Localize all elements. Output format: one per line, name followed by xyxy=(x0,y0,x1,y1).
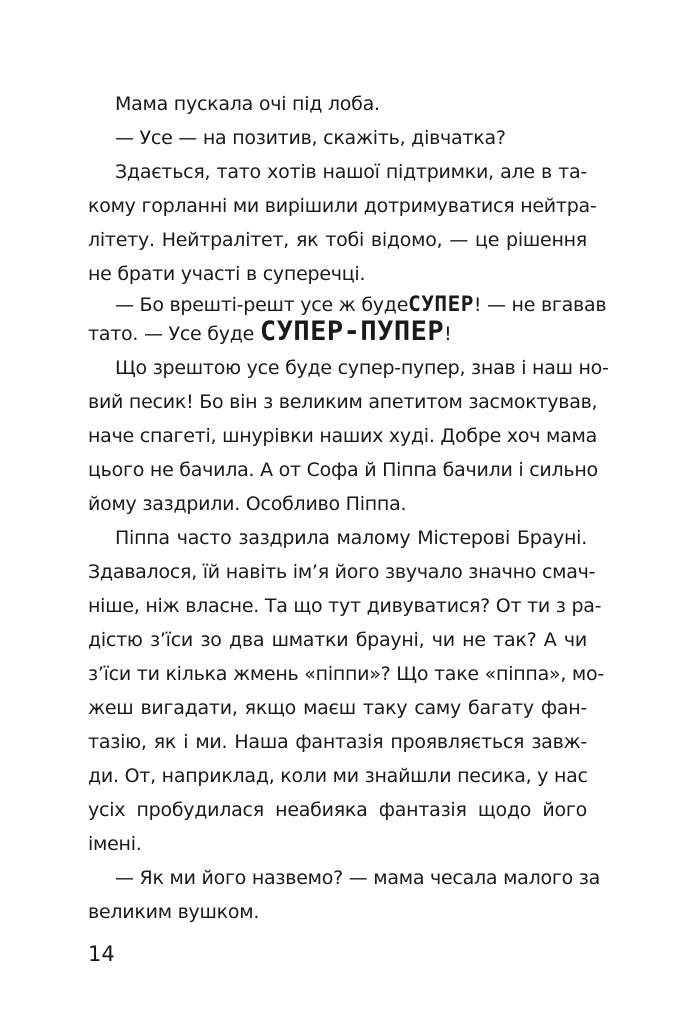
text-line: жеш вигадати, якщо маєш таку саму багату фан- xyxy=(88,697,587,719)
text-span: ! — не вгавав xyxy=(473,294,607,316)
text-span: — Бо врешті-решт усе ж буде xyxy=(115,294,409,316)
text-line: наче спагеті, шнурівки наших худі. Добре хоч мама xyxy=(88,425,597,447)
text-line xyxy=(88,316,452,347)
text-line: імені. xyxy=(88,833,142,855)
super-word: СУПЕР xyxy=(408,292,474,316)
text-line: кому горланні ми вирішили дотримуватися нейтра- xyxy=(88,195,597,217)
text-line xyxy=(115,292,607,317)
text-line: великим вушком. xyxy=(88,901,260,923)
text-line: йому заздрили. Особливо Піппа. xyxy=(88,493,407,515)
super-duper-word: СУПЕР-ПУПЕР xyxy=(259,316,445,347)
text-line: з’їси ти кілька жмень «піппи»? Що таке «піппа», мо- xyxy=(88,663,604,685)
text-line: Здається, тато хотів нашої підтримки, але в та- xyxy=(115,161,587,183)
text-line: цього не бачила. А от Софа й Піппа бачили і сильно xyxy=(88,459,598,481)
text-span: тато. — Усе буде xyxy=(88,323,260,345)
text-span: ! xyxy=(444,323,452,345)
text-line: Піппа часто заздрила малому Містерові Брауні. xyxy=(115,527,587,549)
text-line: ніше, ніж власне. Та що тут дивуватися? От ти з ра- xyxy=(88,595,602,617)
page-number: 14 xyxy=(88,942,115,966)
text-line: Мама пускала очі під лоба. xyxy=(115,93,380,115)
text-line: вий песик! Бо він з великим апетитом засмоктував, xyxy=(88,391,598,413)
text-line: не брати участі в суперечці. xyxy=(88,263,366,285)
text-line: дістю з’їси зо два шматки брауні, чи не так? А чи xyxy=(88,629,587,651)
text-line: Здавалося, їй навіть ім’я його звучало значно смач- xyxy=(88,561,596,583)
text-line: — Усе — на позитив, скажіть, дівчатка? xyxy=(115,127,506,149)
text-line: усіх пробудилася неабияка фантазія щодо його xyxy=(88,799,587,821)
text-line: літету. Нейтралітет, як тобі відомо, — це рішення xyxy=(88,229,587,251)
text-line: Що зрештою усе буде супер-пупер, знав і наш но- xyxy=(115,357,609,379)
text-line: ди. От, наприклад, коли ми знайшли песика, у нас xyxy=(88,765,588,787)
text-line: — Як ми його назвемо? — мама чесала малого за xyxy=(115,867,600,889)
text-line: тазію, як і ми. Наша фантазія проявляється завж- xyxy=(88,731,587,753)
